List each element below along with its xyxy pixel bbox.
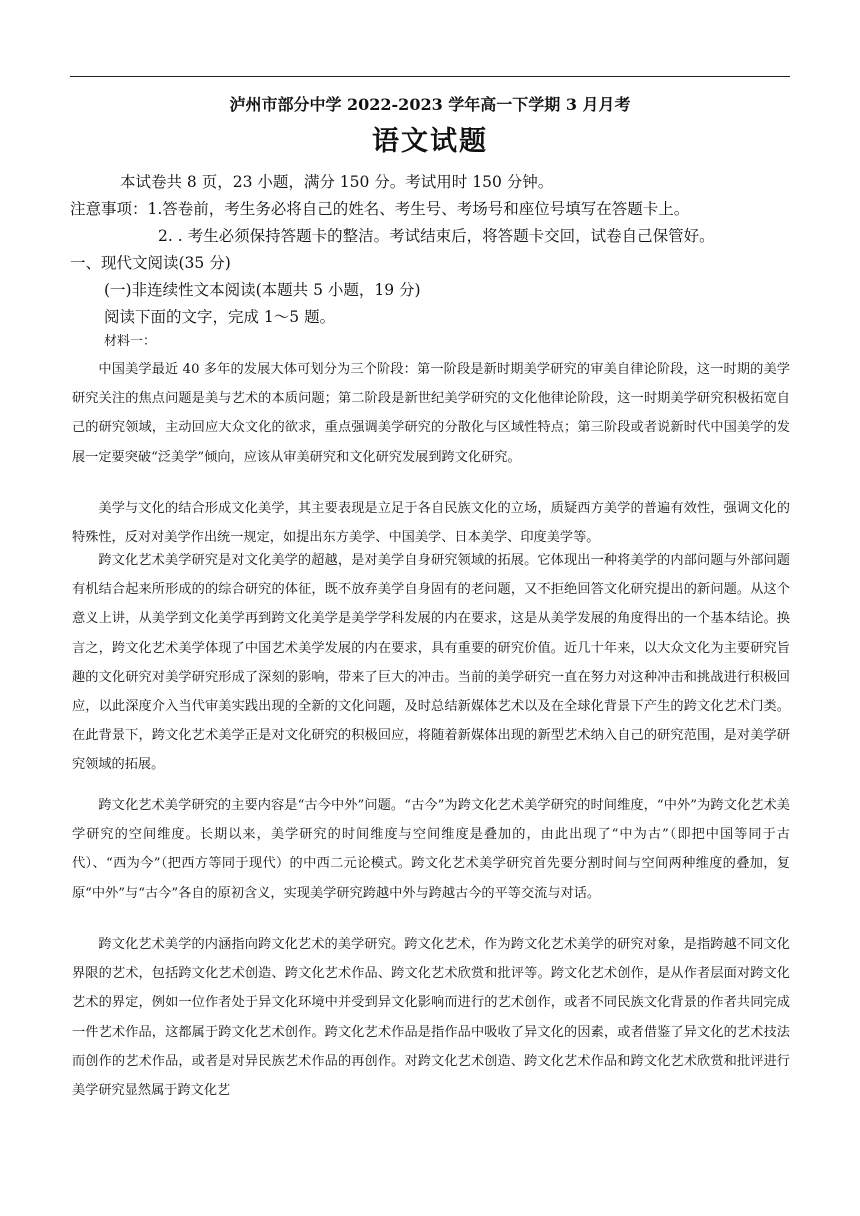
subsection-heading: (一)非连续性文本阅读(本题共 5 小题，19 分) — [104, 281, 421, 299]
paragraph-2: 美学与文化的结合形成文化美学，其主要表现是立足于各自民族文化的立场，质疑西方美学的普遍有效性，强调文化的特殊性，反对对美学作出统一规定，如提出东方美学、中国美学、日本美学、印度美学等。 — [72, 501, 790, 546]
exam-subtitle: 泸州市部分中学 2022-2023 学年高一下学期 3 月月考 — [229, 95, 631, 114]
paragraph-1: 中国美学最近 40 多年的发展大体可划分为三个阶段：第一阶段是新时期美学研究的审美自律论阶段，这一时期的美学研究关注的焦点问题是美与艺术的本质问题；第二阶段是新世纪美学研究的文化他律论阶段，这一时期美学研究积极拓宽自己的研究领域，主动回应大众文化的欲求，重点强调美学研究的分散化与区域性特点；第三阶段或者说新时代中国美学的发展一定要突破“泛美学”倾向，应该从审美研究和文化研究发展到跨文化研究。 — [72, 362, 790, 465]
reading-instruction: 阅读下面的文字，完成 1～5 题。 — [104, 308, 336, 326]
exam-title: 语文试题 — [372, 126, 488, 157]
header-rule — [70, 76, 790, 77]
paragraph-3: 跨文化艺术美学研究是对文化美学的超越，是对美学自身研究领域的拓展。它体现出一种将美学的内部问题与外部问题有机结合起来所形成的的综合研究的体征，既不放弃美学自身固有的老问题，又不拒绝回答文化研究提出的新问题。从这个意义上讲，从美学到文化美学再到跨文化美学是美学学科发展的内在要求，这是从美学发展的角度得出的一个基本结论。换言之，跨文化艺术美学体现了中国艺术美学发展的内在要求，具有重要的研究价值。近几十年来，以大众文化为主要研究旨趣的文化研究对美学研究形成了深刻的影响，带来了巨大的冲击。当前的美学研究一直在努力对这种冲击和挑战进行积极回应，以此深度介入当代审美实践出现的全新的文化问题，及时总结新媒体艺术以及在全球化背景下产生的跨文化艺术门类。在此背景下，跨文化艺术美学正是对文化研究的积极回应，将随着新媒体出现的新型艺术纳入自己的研究范围，是对美学研究领域的拓展。 — [72, 553, 790, 773]
paragraph-4: 跨文化艺术美学研究的主要内容是“古今中外”问题。“古今”为跨文化艺术美学研究的时间维度，“中外”为跨文化艺术美学研究的空间维度。长期以来，美学研究的时间维度与空间维度是叠加的，由此出现了“中为古”（即把中国等同于古代）、“西为今”（把西方等同于现代）的中西二元论模式。跨文化艺术美学研究首先要分割时间与空间两种维度的叠加，复原“中外”与“古今”各自的原初含义，实现美学研究跨越中外与跨越古今的平等交流与对话。 — [72, 798, 790, 901]
notice-item-1: 注意事项：1.答卷前，考生务必将自己的姓名、考生号、考场号和座位号填写在答题卡上。 — [70, 200, 690, 218]
exam-info: 本试卷共 8 页，23 小题，满分 150 分。考试用时 150 分钟。 — [120, 173, 554, 191]
section-heading: 一、现代文阅读(35 分) — [70, 254, 231, 272]
material-label: 材料一： — [104, 334, 157, 349]
notice-item-2: 2. . 考生必须保持答题卡的整洁。考试结束后，将答题卡交回，试卷自己保管好。 — [158, 227, 715, 245]
paragraph-5: 跨文化艺术美学的内涵指向跨文化艺术的美学研究。跨文化艺术，作为跨文化艺术美学的研究对象，是指跨越不同文化界限的艺术，包括跨文化艺术创造、跨文化艺术作品、跨文化艺术欣赏和批评等。跨文化艺术创作，是从作者层面对跨文化艺术的界定，例如一位作者处于异文化环境中并受到异文化影响而进行的艺术创作，或者不同民族文化背景的作者共同完成一件艺术作品，这都属于跨文化艺术创作。跨文化艺术作品是指作品中吸收了异文化的因素，或者借鉴了异文化的艺术技法而创作的艺术作品，或者是对异民族艺术作品的再创作。对跨文化艺术创造、跨文化艺术作品和跨文化艺术欣赏和批评进行美学研究显然属于跨文化艺 — [72, 937, 790, 1099]
